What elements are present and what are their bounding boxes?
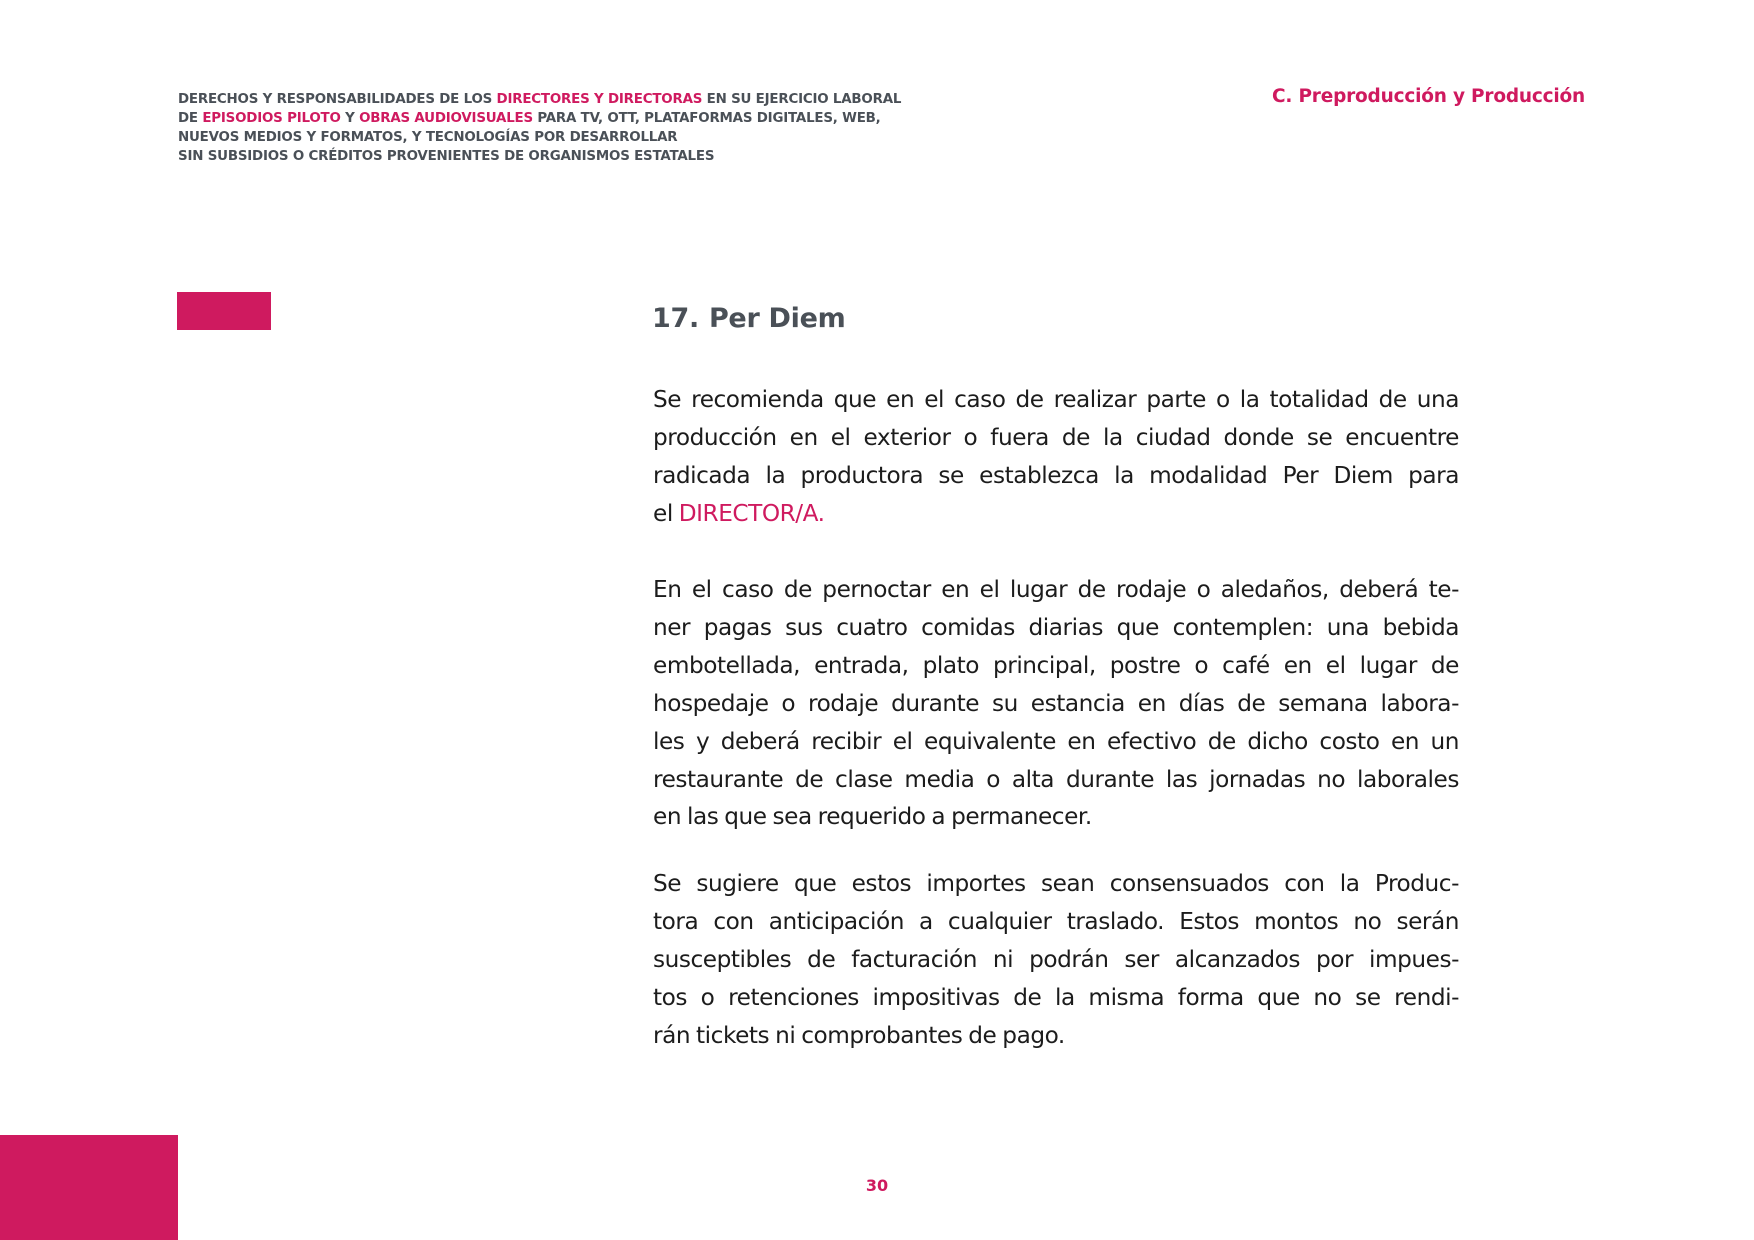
text-segment: Se sugiere que estos importes sean consensuados con la Produc- (653, 870, 1459, 897)
text-segment: ner pagas sus cuatro comidas diarias que contemplen: una bebida (653, 613, 1459, 641)
paragraph-line (653, 381, 1459, 419)
paragraph-line (653, 979, 1459, 1017)
text-segment: tos o retenciones impositivas de la misma forma que no se rendi- (653, 983, 1459, 1011)
text-segment: Se recomienda que en el caso de realizar parte o la totalidad de una (653, 386, 1459, 413)
header-text: Y (340, 111, 360, 126)
header-text: DE (178, 111, 203, 126)
header-text: SIN SUBSIDIOS O CRÉDITOS PROVENIENTES DE ORGANISMOS ESTATALES (178, 149, 715, 164)
text-segment: hospedaje o rodaje durante su estancia en días de semana labora- (653, 689, 1459, 717)
text-segment: rán tickets ni comprobantes de pago. (653, 1021, 1065, 1049)
header-line (178, 128, 901, 147)
paragraph-line (653, 723, 1459, 761)
paragraph-1 (653, 381, 1459, 533)
paragraph-line (653, 798, 1459, 836)
paragraph-line (653, 865, 1459, 903)
text-segment: restaurante de clase media o alta durante las jornadas no laborales (653, 765, 1459, 793)
text-segment: en las que sea requerido a permanecer. (653, 803, 1092, 831)
text-segment: les y deberá recibir el equivalente en efectivo de dicho costo en un (653, 727, 1459, 755)
paragraph-line (653, 647, 1459, 685)
header-line (178, 90, 901, 109)
header-highlight: EPISODIOS PILOTO (202, 111, 341, 126)
header-line (178, 109, 901, 128)
paragraph-line (653, 761, 1459, 799)
text-segment: En el caso de pernoctar en el lugar de rodaje o aledaños, deberá te- (653, 576, 1459, 603)
header-text: PARA TV, OTT, PLATAFORMAS DIGITALES, WEB, (532, 111, 881, 126)
paragraph-line (653, 457, 1459, 495)
header-text: NUEVOS MEDIOS Y FORMATOS, Y TECNOLOGÍAS POR DESARROLLAR (178, 130, 678, 145)
section-marker (177, 292, 271, 330)
page-number: 30 (865, 1176, 889, 1195)
text-segment: embotellada, entrada, plato principal, postre o café en el lugar de (653, 651, 1459, 679)
paragraph-line (653, 419, 1459, 457)
paragraph-3 (653, 865, 1459, 1055)
header-highlight: OBRAS AUDIOVISUALES (359, 111, 533, 126)
text-segment: producción en el exterior o fuera de la ciudad donde se encuentre (653, 423, 1459, 451)
section-number: 17. (652, 303, 699, 334)
paragraph-line (653, 1017, 1459, 1055)
paragraph-line (653, 495, 1459, 533)
header-highlight: DIRECTORES Y DIRECTORAS (496, 92, 703, 107)
paragraph-2 (653, 571, 1459, 836)
paragraph-line (653, 903, 1459, 941)
text-segment: el (653, 499, 679, 527)
paragraph-line (653, 941, 1459, 979)
text-segment: radicada la productora se establezca la modalidad Per Diem para (653, 461, 1459, 489)
paragraph-line (653, 609, 1459, 647)
header-text: EN SU EJERCICIO LABORAL (702, 92, 902, 107)
highlighted-text: DIRECTOR/A. (678, 499, 825, 527)
section-label: C. Preproducción y Producción (1272, 86, 1586, 107)
header-line (178, 147, 901, 166)
document-header (178, 90, 901, 166)
corner-decoration (0, 1135, 178, 1240)
text-segment: susceptibles de facturación ni podrán ser alcanzados por impues- (653, 945, 1459, 973)
text-segment: tora con anticipación a cualquier traslado. Estos montos no serán (653, 907, 1459, 935)
section-title: Per Diem (708, 303, 846, 334)
section-heading (652, 302, 845, 336)
paragraph-line (653, 685, 1459, 723)
paragraph-line (653, 571, 1459, 609)
header-text: DERECHOS Y RESPONSABILIDADES DE LOS (178, 92, 497, 107)
